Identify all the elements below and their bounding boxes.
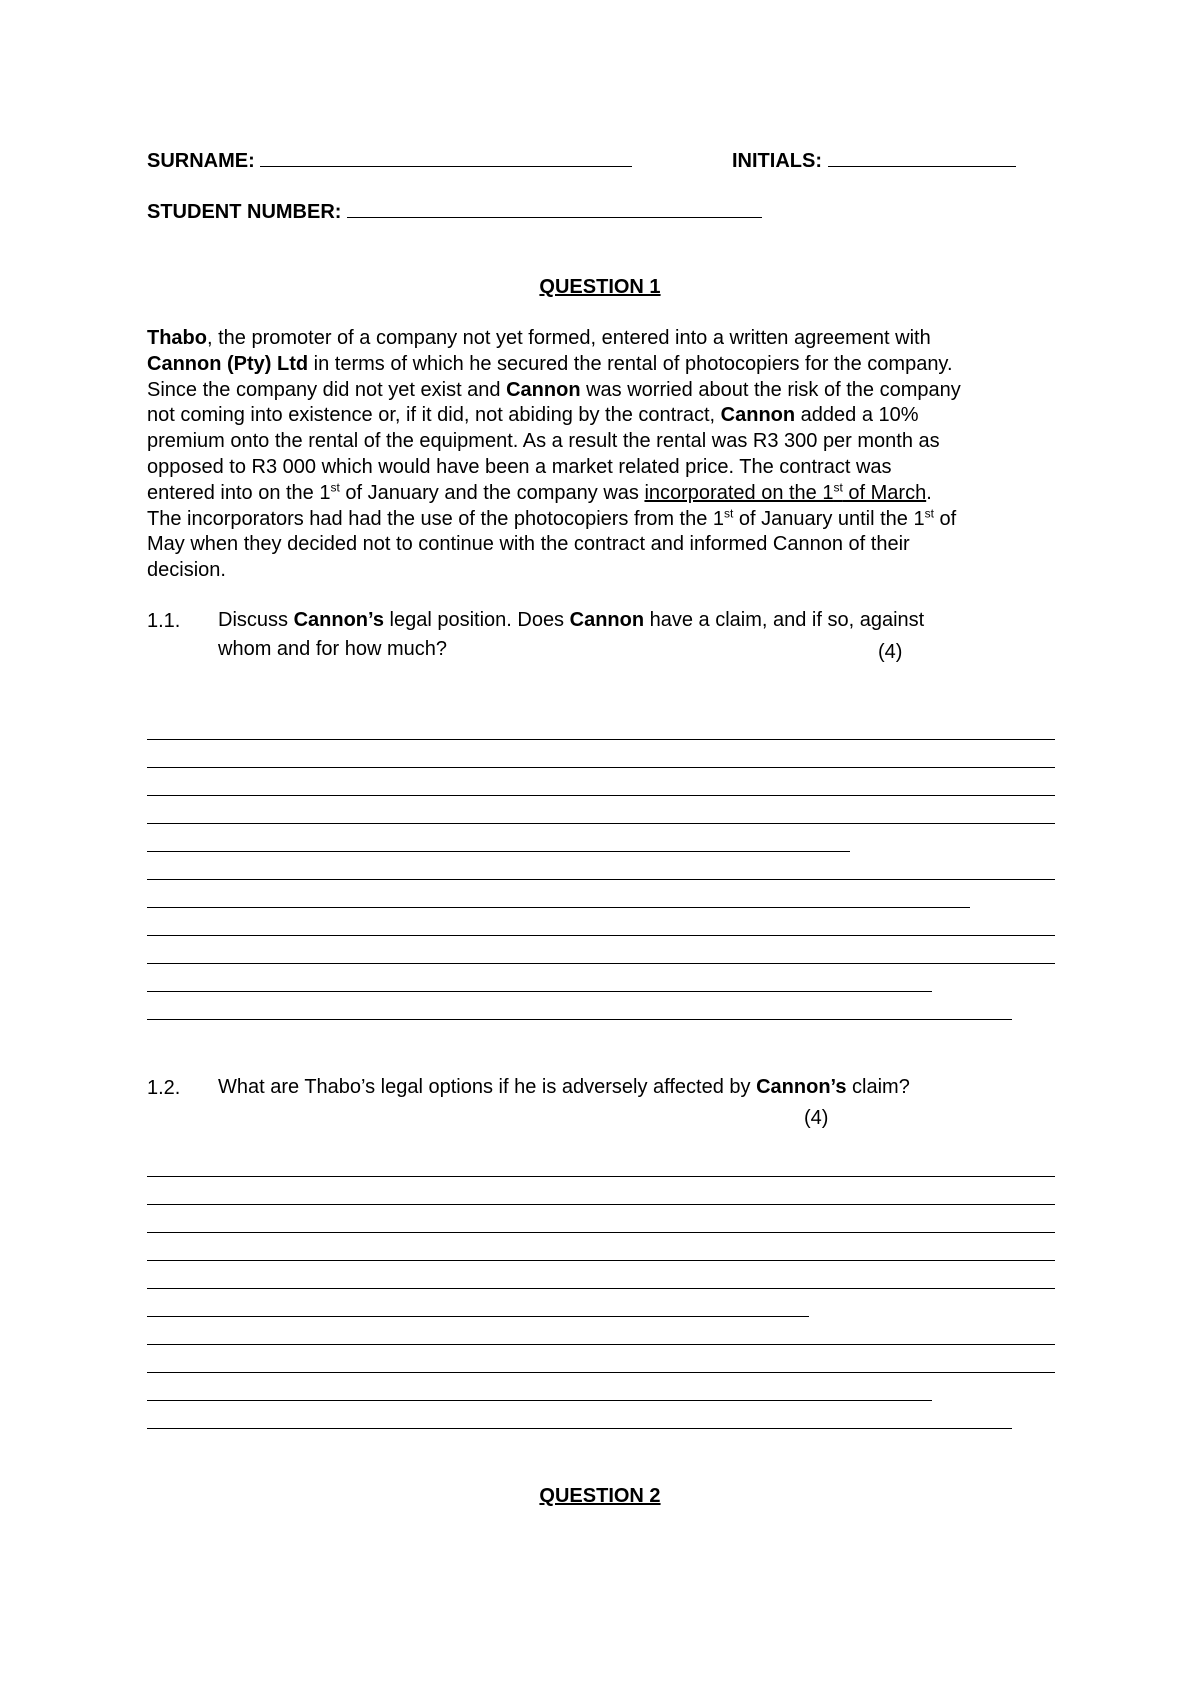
student-number-field[interactable]	[147, 198, 762, 224]
question-2-title: QUESTION 2	[539, 1485, 661, 1507]
answer-line[interactable]	[147, 907, 970, 908]
student-number-label: STUDENT NUMBER:	[147, 201, 342, 223]
surname-blank[interactable]	[260, 147, 632, 167]
answer-line[interactable]	[147, 739, 1055, 740]
answer-line[interactable]	[147, 767, 1055, 768]
answer-line[interactable]	[147, 1316, 809, 1317]
answer-line[interactable]	[147, 963, 1055, 964]
question-1-1-text: Discuss Cannon’s legal position. Does Cannon have a claim, and if so, against whom and for how much?	[218, 609, 925, 660]
initials-blank[interactable]	[828, 147, 1016, 167]
answer-line[interactable]	[147, 1204, 1055, 1205]
answer-line[interactable]	[147, 1288, 1055, 1289]
answer-line[interactable]	[147, 991, 932, 992]
question-1-title: QUESTION 1	[539, 276, 661, 298]
question-1-2-marks: (4)	[804, 1107, 829, 1129]
answer-line[interactable]	[147, 1344, 1055, 1345]
answer-line[interactable]	[147, 1428, 1012, 1429]
answer-line[interactable]	[147, 1400, 932, 1401]
question-1-paragraph: Thabo, the promoter of a company not yet formed, entered into a written agreement with Cannon (Pty) Ltd in terms of which he secured the rental of photocopiers for the company. Since the company did not yet exist and Cannon was worried about the risk of the company not coming into existence or, if it did, not abiding by the contract, Cannon added a 10% premium onto the rental of the equipment. As a result the rental was R3 300 per month as opposed to R3 000 which would have been a market related price. The contract was entered into on the 1st of January and the company was incorporated on the 1st of March. The incorporators had had the use of the photocopiers from the 1st of January until the 1st of May when they decided not to continue with the contract and informed Cannon of their decision.	[147, 327, 961, 582]
answer-line[interactable]	[147, 851, 850, 852]
question-1-2-number: 1.2.	[147, 1077, 181, 1099]
answer-line[interactable]	[147, 1372, 1055, 1373]
answer-line[interactable]	[147, 1019, 1012, 1020]
answer-line[interactable]	[147, 935, 1055, 936]
question-1-1-marks: (4)	[878, 641, 903, 663]
student-number-blank[interactable]	[347, 198, 762, 218]
answer-line[interactable]	[147, 823, 1055, 824]
question-1-2-text: What are Thabo’s legal options if he is adversely affected by Cannon’s claim?	[218, 1076, 910, 1098]
answer-line[interactable]	[147, 1232, 1055, 1233]
surname-label: SURNAME:	[147, 150, 255, 172]
initials-field[interactable]	[732, 147, 1016, 173]
initials-label: INITIALS:	[732, 150, 822, 172]
surname-field[interactable]	[147, 147, 632, 173]
answer-line[interactable]	[147, 795, 1055, 796]
answer-line[interactable]	[147, 1260, 1055, 1261]
answer-line[interactable]	[147, 1176, 1055, 1177]
answer-line[interactable]	[147, 879, 1055, 880]
question-1-1-number: 1.1.	[147, 610, 181, 632]
